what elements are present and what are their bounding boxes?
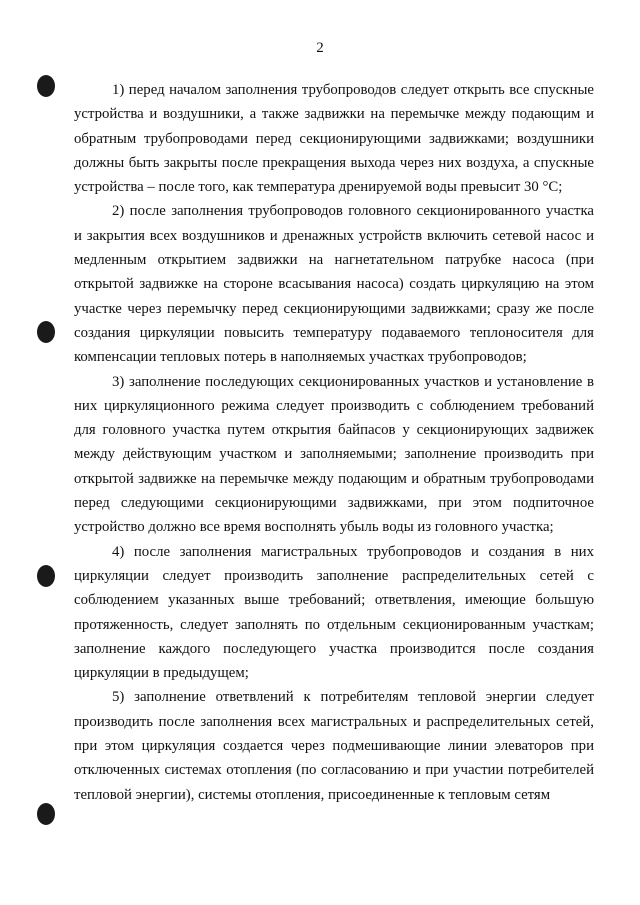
paragraph-item-1: 1) перед началом заполнения трубопроводов следует открыть все спускные устройства и воздушники, а также задвижки на перемычке между подающим и обратным трубопроводами перед секционирующими задвижками; воздушники должны быть закрыты после прекращения выхода через них воздуха, а спускные устройства – после того, как температура дренируемой воды превысит 30 °С; [74, 82, 594, 196]
paragraph-item-4: 4) после заполнения магистральных трубопроводов и создания в них циркуляции следует производить заполнение распределительных сетей с соблюдением указанных выше требований; ответвления, имеющие большую протяженность, следует заполнять по отдельным секционированным участкам; заполнение каждого последующего участка производится после создания циркуляции в предыдущем; [74, 543, 594, 682]
punch-hole-mark [37, 75, 55, 97]
document-body [74, 78, 594, 807]
paragraph-item-3: 3) заполнение последующих секционированных участков и установление в них циркуляционного режима следует производить с соблюдением требований для головного участка путем открытия байпасов у секционирующих задвижек между действующим участком и заполняемыми; заполнение производить при открытой задвижке на перемычке между подающим и обратным трубопроводами перед следующими секционирующими задвижками, при этом подпиточное устройство должно все время восполнять убыль воды из головного участка; [74, 373, 594, 536]
punch-hole-mark [37, 321, 55, 343]
punch-hole-mark [37, 803, 55, 825]
paragraph-item-5: 5) заполнение ответвлений к потребителям тепловой энергии следует производить после заполнения всех магистральных и распределительных сетей, при этом циркуляция создается через подмешивающие линии элеваторов при отключенных системах отопления (по согласованию и при участии потребителей тепловой энергии), системы отопления, присоединенные к тепловым сетям [74, 689, 594, 803]
page-number: 2 [316, 40, 324, 56]
punch-hole-mark [37, 565, 55, 587]
paragraph-item-2: 2) после заполнения трубопроводов головного секционированного участка и закрытия всех воздушников и дренажных устройств включить сетевой насос и медленным открытием задвижки на нагнетательном патрубке насоса (при открытой задвижке на стороне всасывания насоса) создать циркуляцию на этом участке через перемычку перед секционирующими задвижками; сразу же после создания циркуляции повысить температуру подаваемого теплоносителя для компенсации тепловых потерь в наполняемых участках трубопроводов; [74, 203, 594, 366]
